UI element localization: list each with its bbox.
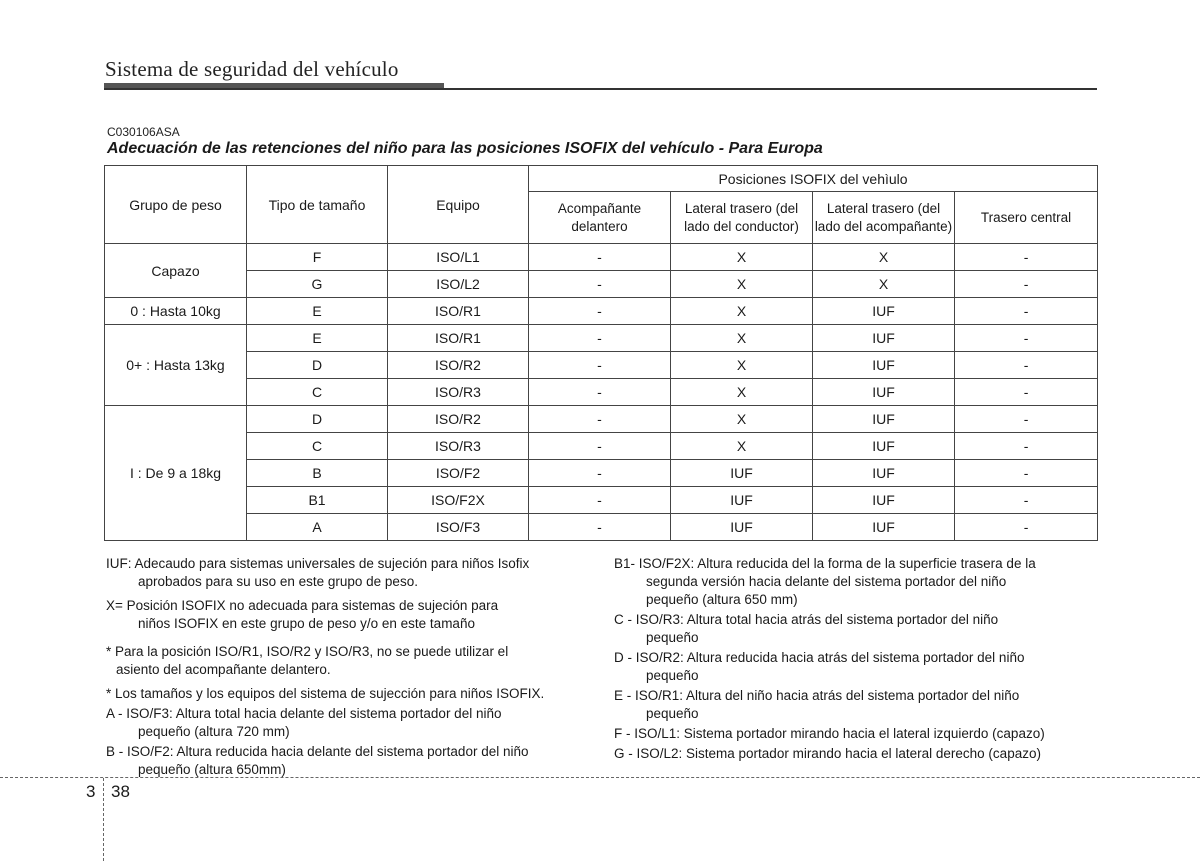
note-continuation: asiento del acompañante delantero. — [116, 662, 331, 677]
size-class-cell: E — [247, 325, 388, 352]
col-header-rear-driver — [671, 192, 813, 244]
front-passenger-cell: - — [529, 325, 671, 352]
table-row — [105, 433, 1098, 460]
note-text: B - ISO/F2: Altura reducida hacia delante del sistema portador del niño — [106, 744, 529, 759]
size-class-cell: B1 — [247, 487, 388, 514]
size-class-cell: D — [247, 352, 388, 379]
page-header-title: Sistema de seguridad del vehículo — [105, 57, 399, 81]
col-header-front-passenger-line1: Acompañante — [557, 200, 642, 216]
rear-passenger-side-cell: IUF — [813, 298, 955, 325]
note-continuation: aprobados para su uso en este grupo de peso. — [138, 574, 418, 589]
note-item — [106, 743, 588, 779]
col-header-rear-passenger-line2: lado del acompañante) — [814, 218, 953, 234]
fixture-cell: ISO/R2 — [388, 352, 529, 379]
note-continuation: segunda versión hacia delante del sistema portador del niño — [646, 574, 1007, 589]
size-class-cell: A — [247, 514, 388, 541]
fixture-cell: ISO/F2 — [388, 460, 529, 487]
footer-dashed-rule — [0, 777, 1200, 778]
rear-center-cell: - — [955, 298, 1098, 325]
note-item — [614, 725, 1095, 743]
weight-group-cell: 0+ : Hasta 13kg — [105, 325, 247, 406]
note-text: G - ISO/L2: Sistema portador mirando hacia el lateral derecho (capazo) — [614, 746, 1041, 761]
weight-group-cell: I : De 9 a 18kg — [105, 406, 247, 541]
note-text: * Para la posición ISO/R1, ISO/R2 y ISO/R3, no se puede utilizar el — [106, 644, 509, 659]
col-header-group: Grupo de peso — [105, 166, 247, 244]
note-item — [106, 555, 588, 591]
rear-passenger-side-cell: X — [813, 244, 955, 271]
note-text: X= Posición ISOFIX no adecuada para sistemas de sujeción para — [106, 598, 499, 613]
table-row — [105, 460, 1098, 487]
weight-group-cell: Capazo — [105, 244, 247, 298]
col-header-rear-driver-line2: lado del conductor) — [684, 218, 799, 234]
note-item — [106, 705, 588, 741]
rear-driver-side-cell: IUF — [671, 460, 813, 487]
size-class-cell: G — [247, 271, 388, 298]
note-item — [106, 643, 588, 679]
rear-center-cell: - — [955, 433, 1098, 460]
rear-driver-side-cell: IUF — [671, 487, 813, 514]
note-continuation: pequeño — [646, 706, 699, 721]
table-row — [105, 406, 1098, 433]
size-class-cell: C — [247, 379, 388, 406]
rear-passenger-side-cell: IUF — [813, 487, 955, 514]
table-body — [105, 244, 1098, 541]
note-text: A - ISO/F3: Altura total hacia delante del sistema portador del niño — [106, 706, 502, 721]
notes-left-column — [106, 555, 588, 779]
isofix-table — [104, 165, 1098, 541]
rear-passenger-side-cell: X — [813, 271, 955, 298]
rear-passenger-side-cell: IUF — [813, 325, 955, 352]
footer-dashed-divider — [103, 778, 104, 861]
table-row — [105, 487, 1098, 514]
fixture-cell: ISO/F3 — [388, 514, 529, 541]
col-header-front-passenger-line2: delantero — [571, 218, 628, 234]
table-header — [105, 166, 1098, 244]
note-text: B1- ISO/F2X: Altura reducida del la forma de la superficie trasera de la — [614, 556, 1036, 571]
fixture-cell: ISO/R2 — [388, 406, 529, 433]
col-header-size: Tipo de tamaño — [247, 166, 388, 244]
note-text: C - ISO/R3: Altura total hacia atrás del sistema portador del niño — [614, 612, 999, 627]
fixture-cell: ISO/R3 — [388, 379, 529, 406]
table-row — [105, 271, 1098, 298]
note-text: * Los tamaños y los equipos del sistema de sujección para niños ISOFIX. — [106, 686, 545, 701]
note-continuation: pequeño — [646, 630, 699, 645]
note-continuation: pequeño (altura 720 mm) — [138, 724, 290, 739]
table-row — [105, 244, 1098, 271]
notes-right-column — [614, 555, 1095, 763]
note-item — [106, 597, 588, 633]
page-number: 38 — [111, 782, 130, 801]
rear-center-cell: - — [955, 244, 1098, 271]
size-class-cell: D — [247, 406, 388, 433]
size-class-cell: E — [247, 298, 388, 325]
rear-passenger-side-cell: IUF — [813, 379, 955, 406]
front-passenger-cell: - — [529, 433, 671, 460]
col-header-rear-passenger — [813, 192, 955, 244]
fixture-cell: ISO/R1 — [388, 298, 529, 325]
rear-driver-side-cell: X — [671, 325, 813, 352]
rear-passenger-side-cell: IUF — [813, 352, 955, 379]
table-row — [105, 379, 1098, 406]
table-row — [105, 514, 1098, 541]
note-item — [614, 745, 1095, 763]
rear-passenger-side-cell: IUF — [813, 460, 955, 487]
size-class-cell: F — [247, 244, 388, 271]
fixture-cell: ISO/R3 — [388, 433, 529, 460]
fixture-cell: ISO/R1 — [388, 325, 529, 352]
note-continuation: pequeño (altura 650 mm) — [646, 592, 798, 607]
header-rule — [104, 88, 1097, 90]
col-header-front-passenger — [529, 192, 671, 244]
note-item — [614, 611, 1095, 647]
col-header-rear-center: Trasero central — [955, 192, 1098, 244]
note-text: F - ISO/L1: Sistema portador mirando hacia el lateral izquierdo (capazo) — [614, 726, 1045, 741]
note-item — [614, 649, 1095, 685]
front-passenger-cell: - — [529, 271, 671, 298]
rear-driver-side-cell: IUF — [671, 514, 813, 541]
rear-driver-side-cell: X — [671, 352, 813, 379]
front-passenger-cell: - — [529, 298, 671, 325]
table-row — [105, 298, 1098, 325]
front-passenger-cell: - — [529, 460, 671, 487]
section-title: Adecuación de las retenciones del niño para las posiciones ISOFIX del vehículo - Para Europa — [107, 140, 823, 157]
rear-center-cell: - — [955, 271, 1098, 298]
front-passenger-cell: - — [529, 406, 671, 433]
section-number: 3 — [86, 782, 96, 801]
rear-driver-side-cell: X — [671, 244, 813, 271]
size-class-cell: B — [247, 460, 388, 487]
col-header-positions: Posiciones ISOFIX del vehìulo — [529, 166, 1098, 192]
note-item — [106, 685, 588, 703]
rear-driver-side-cell: X — [671, 406, 813, 433]
note-text: E - ISO/R1: Altura del niño hacia atrás del sistema portador del niño — [614, 688, 1020, 703]
fixture-cell: ISO/L2 — [388, 271, 529, 298]
rear-driver-side-cell: X — [671, 298, 813, 325]
note-item — [614, 555, 1095, 609]
rear-center-cell: - — [955, 325, 1098, 352]
note-item — [614, 687, 1095, 723]
front-passenger-cell: - — [529, 487, 671, 514]
note-continuation: pequeño (altura 650mm) — [138, 762, 286, 777]
size-class-cell: C — [247, 433, 388, 460]
rear-driver-side-cell: X — [671, 433, 813, 460]
rear-center-cell: - — [955, 487, 1098, 514]
rear-center-cell: - — [955, 514, 1098, 541]
weight-group-cell: 0 : Hasta 10kg — [105, 298, 247, 325]
note-text: IUF: Adecaudo para sistemas universales de sujeción para niños Isofix — [106, 556, 530, 571]
rear-passenger-side-cell: IUF — [813, 406, 955, 433]
note-continuation: pequeño — [646, 668, 699, 683]
note-text: D - ISO/R2: Altura reducida hacia atrás del sistema portador del niño — [614, 650, 1025, 665]
rear-passenger-side-cell: IUF — [813, 514, 955, 541]
front-passenger-cell: - — [529, 244, 671, 271]
col-header-fixture: Equipo — [388, 166, 529, 244]
rear-center-cell: - — [955, 460, 1098, 487]
front-passenger-cell: - — [529, 514, 671, 541]
rear-driver-side-cell: X — [671, 271, 813, 298]
document-code: C030106ASA — [107, 125, 180, 139]
rear-passenger-side-cell: IUF — [813, 433, 955, 460]
table-row — [105, 325, 1098, 352]
rear-driver-side-cell: X — [671, 379, 813, 406]
front-passenger-cell: - — [529, 352, 671, 379]
rear-center-cell: - — [955, 406, 1098, 433]
rear-center-cell: - — [955, 379, 1098, 406]
rear-center-cell: - — [955, 352, 1098, 379]
front-passenger-cell: - — [529, 379, 671, 406]
fixture-cell: ISO/L1 — [388, 244, 529, 271]
col-header-rear-passenger-line1: Lateral trasero (del — [826, 200, 941, 216]
note-continuation: niños ISOFIX en este grupo de peso y/o en este tamaño — [138, 616, 475, 631]
table-row — [105, 352, 1098, 379]
fixture-cell: ISO/F2X — [388, 487, 529, 514]
col-header-rear-driver-line1: Lateral trasero (del — [684, 200, 799, 216]
